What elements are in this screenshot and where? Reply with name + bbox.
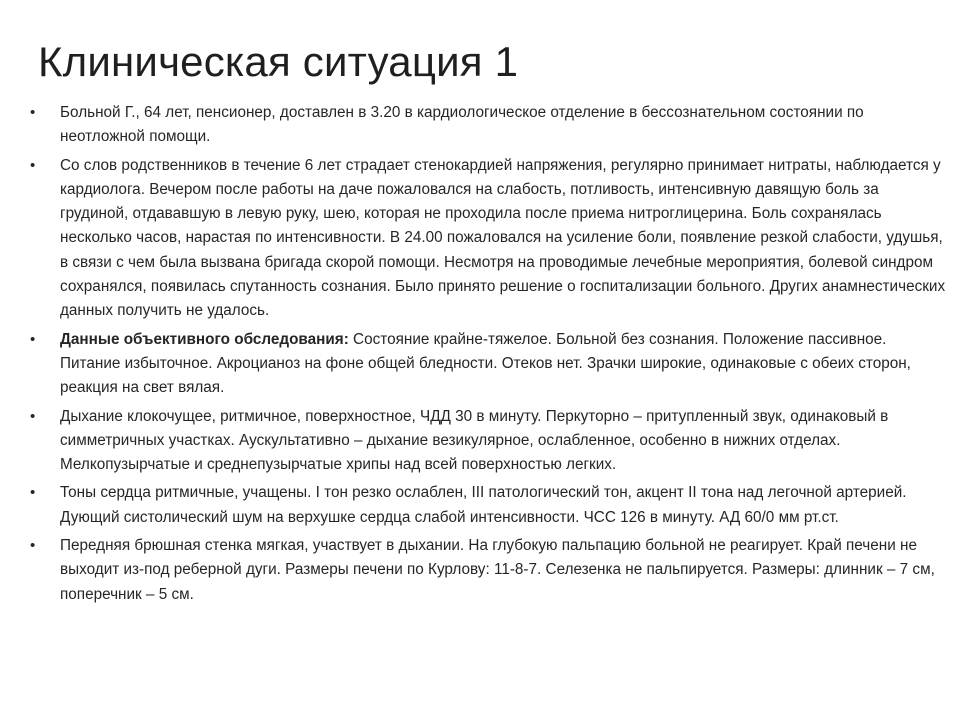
bullet-text: Дыхание клокочущее, ритмичное, поверхностное, ЧДД 30 в минуту. Перкуторно – притупленный звук, одинаковый в симметричных участках. Аускультативно – дыхание везикулярное, ослабленное, особенно в нижних отделах. Мелкопузырчатые и среднепузырчатые хрипы над всей поверхностью легких. — [60, 407, 889, 474]
bullet-marker: • — [30, 156, 36, 174]
bullet-text: Тоны сердца ритмичные, учащены. I тон резко ослаблен, III патологический тон, акцент II тона над легочной артерией. Дующий систолический шум на верхушке сердца слабой интенсивности. ЧСС 126 в минуту. АД 60/0 мм рт.ст. — [60, 484, 907, 526]
bullet-marker: • — [30, 104, 36, 121]
bullet-marker: • — [30, 407, 36, 425]
bullet-item-breathing — [30, 405, 950, 478]
bullet-item-patient — [30, 101, 950, 150]
bullet-item-abdomen — [30, 534, 950, 607]
bullet-item-heart — [30, 481, 950, 530]
bullet-text: Состояние крайне-тяжелое. Больной без сознания. Положение пассивное. Питание избыточное. Акроцианоз на фоне общей бледности. Отеков нет. Зрачки широкие, одинаковые с обеих сторон, реакция на свет вялая. — [60, 330, 911, 397]
bullet-text: Со слов родственников в течение 6 лет страдает стенокардией напряжения, регулярно принимает нитраты, наблюдается у кардиолога. Вечером после работы на даче пожаловался на слабость, потливость, интенсивную давящую боль за грудиной, отдававшую в левую руку, шею, которая не проходила после приема нитроглицерина. Боль сохранялась несколько часов, нарастая по интенсивности. В 24.00 пожаловался на усиление боли, появление резкой слабости, удушья, в связи с чем была вызвана бригада скорой помощи. Несмотря на проводимые лечебные мероприятия, болевой синдром сохранялся, появилась спутанность сознания. Было принято решение о госпитализации больного. Других анамнестических данных получить не удалось. — [60, 156, 946, 320]
slide-title: Клиническая ситуация 1 — [38, 38, 519, 85]
bullet-marker: • — [30, 330, 36, 348]
bullet-list — [30, 101, 950, 611]
bullet-text: Передняя брюшная стенка мягкая, участвует в дыхании. На глубокую пальпацию больной не реагирует. Край печени не выходит из-под реберной дуги. Размеры печени по Курлову: 11-8-7. Селезенка не пальпируется. Размеры: длинник – 7 см, поперечник – 5 см. — [60, 537, 935, 603]
bullet-item-anamnesis — [30, 154, 950, 324]
bullet-lead-bold: Данные объективного обследования: — [60, 330, 349, 348]
bullet-text: Больной Г., 64 лет, пенсионер, доставлен в 3.20 в кардиологическое отделение в бессознательном состоянии по неотложной помощи. — [60, 104, 864, 146]
bullet-marker: • — [30, 484, 36, 502]
bullet-item-examination — [30, 328, 950, 401]
bullet-marker: • — [30, 537, 36, 555]
